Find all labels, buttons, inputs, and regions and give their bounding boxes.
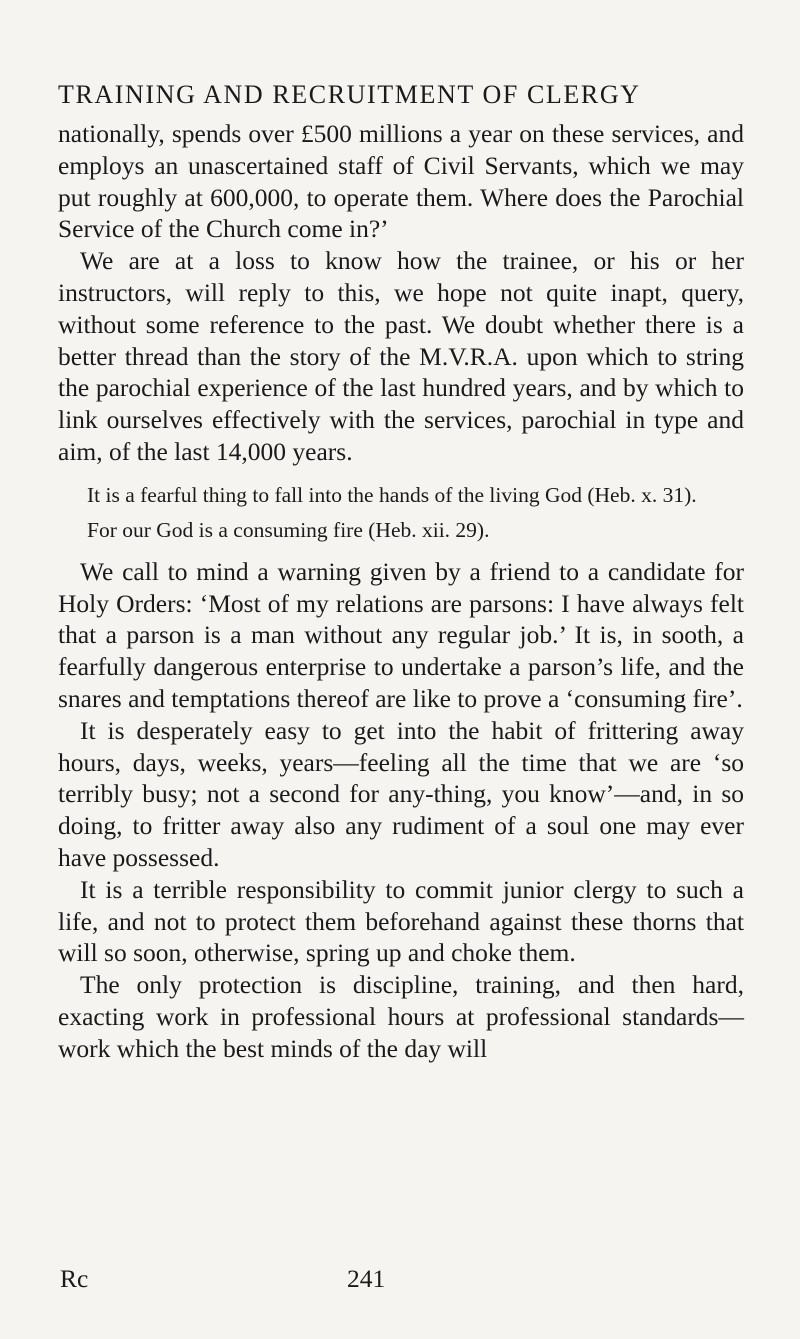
paragraph: It is desperately easy to get into the habit of frittering away hours, days, weeks, years—feeling all the time that we are ‘so terribly busy; not a second for any-thing, you know’—and, in so doing, to fritter away also any rudiment of a soul one may ever have possessed. [58,715,744,872]
page-footer [58,1264,744,1304]
printer-signature: Rc [60,1264,89,1293]
page-number: 241 [347,1264,386,1293]
paragraph: We call to mind a warning given by a friend to a candidate for Holy Orders: ‘Most of my relations are parsons: I have always felt that a parson is a man without any regular job.’ It is, in sooth, a fearfully dangerous enterprise to undertake a parson’s life, and the snares and temptations thereof are like to prove a ‘consuming fire’. [58,556,744,713]
book-page [58,80,744,1065]
paragraph: The only protection is discipline, training, and then hard, exacting work in professional hours at professional standards—work which the best minds of the day will [58,970,744,1063]
paragraph: We are at a loss to know how the trainee, or his or her instructors, will reply to this, we hope not quite inapt, query, without some reference to the past. We doubt whether there is a better thread than the story of the M.V.R.A. upon which to string the parochial experience of the last hundred years, and by which to link ourselves effectively with the services, parochial in type and aim, of the last 14,000 years. [58,246,744,466]
scripture-quote: It is a fearful thing to fall into the hands of the living God (Heb. x. 31). [87,482,697,507]
scripture-quote: For our God is a consuming fire (Heb. xii. 29). [87,517,490,542]
scripture-quotes [58,482,744,544]
paragraph: It is a terrible responsibility to commit junior clergy to such a life, and not to protect them beforehand against these thorns that will so soon, otherwise, spring up and choke them. [58,874,744,968]
paragraph-continuation: nationally, spends over £500 millions a year on these services, and employs an unascertained staff of Civil Servants, which we may put roughly at 600,000, to operate them. Where does the Parochial Service of the Church come in?’ [58,119,744,244]
running-head: TRAINING AND RECRUITMENT OF CLERGY [58,80,641,109]
